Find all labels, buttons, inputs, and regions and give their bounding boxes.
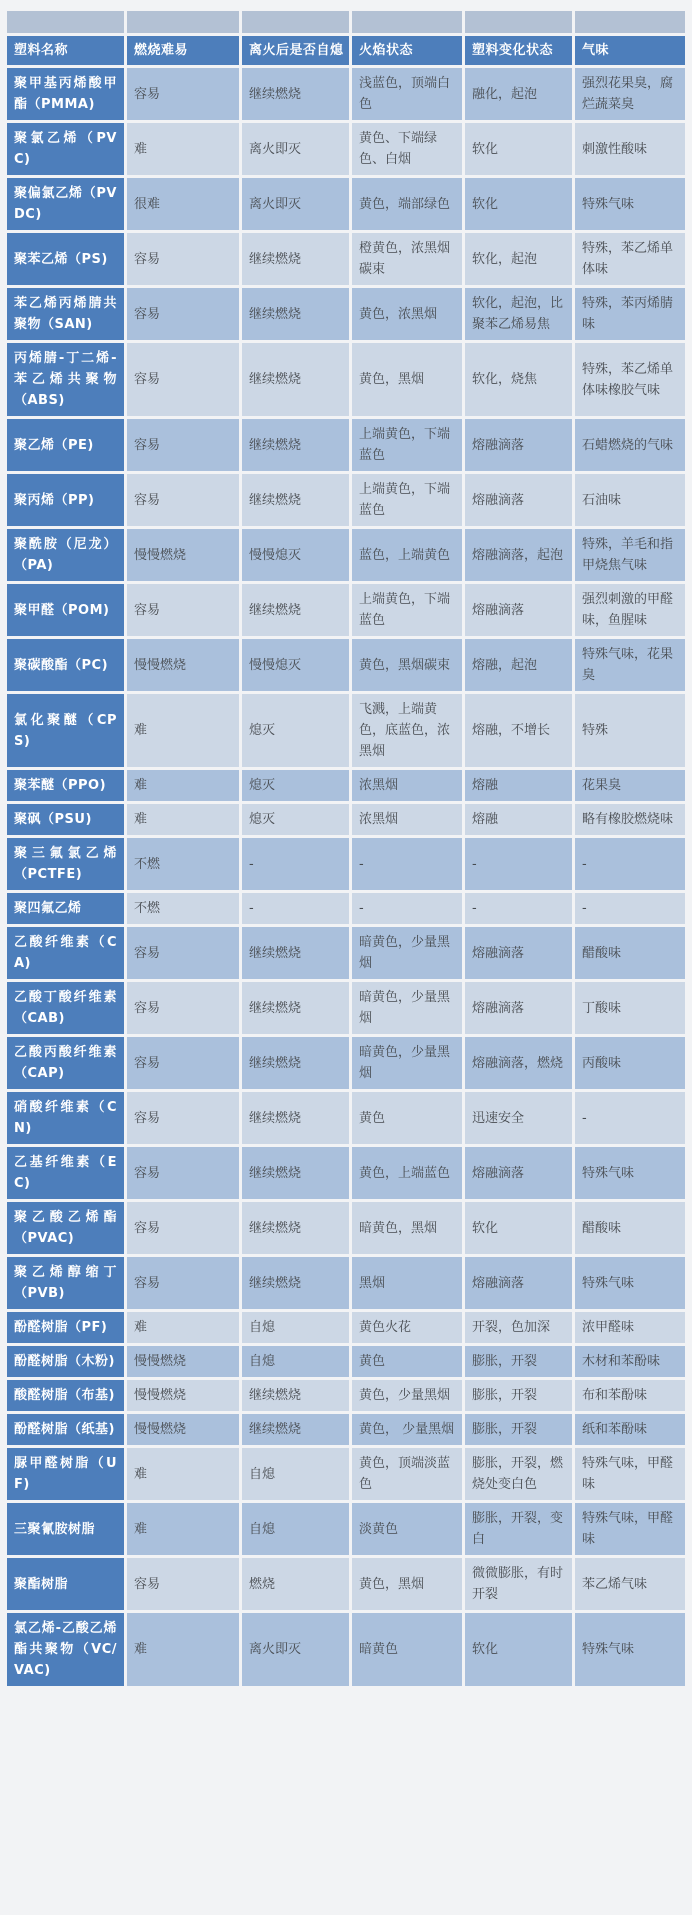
change-state-cell: 熔融滴落 — [465, 474, 572, 526]
change-state-cell: 迅速安全 — [465, 1092, 572, 1144]
table-row — [7, 893, 685, 924]
plastic-name-cell: 脲甲醛树脂（UF) — [7, 1448, 124, 1500]
self-extinguish-cell: 继续燃烧 — [242, 1147, 349, 1199]
self-extinguish-cell: 熄灭 — [242, 804, 349, 835]
odor-cell: 特殊气味，甲醛味 — [575, 1503, 685, 1555]
spacer-cell — [352, 11, 462, 33]
column-header-odor: 气味 — [575, 36, 685, 65]
spacer-cell — [242, 11, 349, 33]
burn-ease-cell: 难 — [127, 1312, 239, 1343]
flame-state-cell: 黄色 — [352, 1346, 462, 1377]
change-state-cell: 熔融滴落 — [465, 1257, 572, 1309]
plastic-name-cell: 氯化聚醚（CPS) — [7, 694, 124, 767]
self-extinguish-cell: 自熄 — [242, 1346, 349, 1377]
flame-state-cell: 浓黑烟 — [352, 804, 462, 835]
odor-cell: 强烈刺激的甲醛味，鱼腥味 — [575, 584, 685, 636]
self-extinguish-cell: 熄灭 — [242, 770, 349, 801]
spacer-cell — [465, 11, 572, 33]
change-state-cell: 软化，起泡 — [465, 233, 572, 285]
odor-cell: - — [575, 838, 685, 890]
change-state-cell: 膨胀，开裂 — [465, 1346, 572, 1377]
plastic-name-cell: 聚氯乙烯（PVC) — [7, 123, 124, 175]
burn-ease-cell: 慢慢燃烧 — [127, 639, 239, 691]
burn-ease-cell: 不燃 — [127, 893, 239, 924]
flame-state-cell: 黄色，黑烟碳束 — [352, 639, 462, 691]
burn-ease-cell: 难 — [127, 123, 239, 175]
flame-state-cell: 浓黑烟 — [352, 770, 462, 801]
plastic-name-cell: 乙基纤维素（EC) — [7, 1147, 124, 1199]
burn-ease-cell: 容易 — [127, 233, 239, 285]
plastic-name-cell: 酸醛树脂（布基) — [7, 1380, 124, 1411]
burn-ease-cell: 容易 — [127, 1202, 239, 1254]
plastic-name-cell: 乙酸纤维素（CA) — [7, 927, 124, 979]
plastic-name-cell: 聚酰胺（尼龙）（PA) — [7, 529, 124, 581]
self-extinguish-cell: 继续燃烧 — [242, 1092, 349, 1144]
self-extinguish-cell: 继续燃烧 — [242, 584, 349, 636]
spacer-cell — [127, 11, 239, 33]
odor-cell: 特殊气味 — [575, 1147, 685, 1199]
table-row — [7, 419, 685, 471]
odor-cell: 石油味 — [575, 474, 685, 526]
change-state-cell: 融化，起泡 — [465, 68, 572, 120]
odor-cell: 木材和苯酚味 — [575, 1346, 685, 1377]
flame-state-cell: 蓝色，上端黄色 — [352, 529, 462, 581]
odor-cell: 纸和苯酚味 — [575, 1414, 685, 1445]
odor-cell: 醋酸味 — [575, 1202, 685, 1254]
table-row — [7, 1037, 685, 1089]
odor-cell: 特殊 — [575, 694, 685, 767]
odor-cell: 特殊，苯乙烯单体味 — [575, 233, 685, 285]
self-extinguish-cell: 继续燃烧 — [242, 68, 349, 120]
odor-cell: - — [575, 1092, 685, 1144]
plastic-name-cell: 聚碳酸酯（PC) — [7, 639, 124, 691]
odor-cell: 特殊，苯丙烯腈味 — [575, 288, 685, 340]
change-state-cell: 熔融滴落 — [465, 982, 572, 1034]
change-state-cell: 熔融滴落，燃烧 — [465, 1037, 572, 1089]
odor-cell: 醋酸味 — [575, 927, 685, 979]
table-row — [7, 1346, 685, 1377]
self-extinguish-cell: 燃烧 — [242, 1558, 349, 1610]
table-row — [7, 233, 685, 285]
flame-state-cell: 黄色 — [352, 1092, 462, 1144]
change-state-cell: 微微膨胀，有时开裂 — [465, 1558, 572, 1610]
self-extinguish-cell: 继续燃烧 — [242, 1380, 349, 1411]
table-row — [7, 1558, 685, 1610]
flame-state-cell: 淡黄色 — [352, 1503, 462, 1555]
self-extinguish-cell: - — [242, 838, 349, 890]
table-row — [7, 838, 685, 890]
change-state-cell: 软化 — [465, 178, 572, 230]
plastic-name-cell: 硝酸纤维素（CN) — [7, 1092, 124, 1144]
self-extinguish-cell: 继续燃烧 — [242, 288, 349, 340]
burn-ease-cell: 难 — [127, 804, 239, 835]
column-header-flame-state: 火焰状态 — [352, 36, 462, 65]
self-extinguish-cell: 自熄 — [242, 1503, 349, 1555]
self-extinguish-cell: 继续燃烧 — [242, 474, 349, 526]
plastic-name-cell: 三聚氰胺树脂 — [7, 1503, 124, 1555]
change-state-cell: 熔融，起泡 — [465, 639, 572, 691]
flame-state-cell: 橙黄色，浓黑烟碳束 — [352, 233, 462, 285]
table-row — [7, 1092, 685, 1144]
odor-cell: 石蜡燃烧的气味 — [575, 419, 685, 471]
flame-state-cell: 飞溅，上端黄色，底蓝色，浓黑烟 — [352, 694, 462, 767]
plastic-name-cell: 酚醛树脂（纸基) — [7, 1414, 124, 1445]
self-extinguish-cell: 离火即灭 — [242, 1613, 349, 1686]
flame-state-cell: 黄色，浓黑烟 — [352, 288, 462, 340]
table-row — [7, 1257, 685, 1309]
burn-ease-cell: 容易 — [127, 1558, 239, 1610]
burn-ease-cell: 容易 — [127, 1037, 239, 1089]
plastic-name-cell: 酚醛树脂（木粉) — [7, 1346, 124, 1377]
burn-ease-cell: 难 — [127, 694, 239, 767]
flame-state-cell: 黄色， 少量黑烟 — [352, 1414, 462, 1445]
self-extinguish-cell: 继续燃烧 — [242, 233, 349, 285]
burn-ease-cell: 不燃 — [127, 838, 239, 890]
change-state-cell: 膨胀，开裂，变白 — [465, 1503, 572, 1555]
odor-cell: 花果臭 — [575, 770, 685, 801]
plastic-name-cell: 聚苯乙烯（PS) — [7, 233, 124, 285]
self-extinguish-cell: 离火即灭 — [242, 178, 349, 230]
burn-ease-cell: 容易 — [127, 68, 239, 120]
table-row — [7, 474, 685, 526]
plastic-name-cell: 聚甲基丙烯酸甲酯（PMMA) — [7, 68, 124, 120]
plastic-name-cell: 酚醛树脂（PF) — [7, 1312, 124, 1343]
change-state-cell: 开裂，色加深 — [465, 1312, 572, 1343]
flame-state-cell: 黄色火花 — [352, 1312, 462, 1343]
change-state-cell: 熔融滴落 — [465, 584, 572, 636]
flame-state-cell: - — [352, 838, 462, 890]
odor-cell: 丁酸味 — [575, 982, 685, 1034]
burn-ease-cell: 容易 — [127, 927, 239, 979]
self-extinguish-cell: 继续燃烧 — [242, 1414, 349, 1445]
plastic-name-cell: 聚砜（PSU) — [7, 804, 124, 835]
self-extinguish-cell: 自熄 — [242, 1448, 349, 1500]
burn-ease-cell: 难 — [127, 1503, 239, 1555]
table-row — [7, 123, 685, 175]
flame-state-cell: 黄色、下端绿色、白烟 — [352, 123, 462, 175]
change-state-cell: 软化 — [465, 123, 572, 175]
odor-cell: 丙酸味 — [575, 1037, 685, 1089]
table-row — [7, 1448, 685, 1500]
self-extinguish-cell: 继续燃烧 — [242, 982, 349, 1034]
table-row — [7, 1312, 685, 1343]
table-row — [7, 1147, 685, 1199]
plastic-name-cell: 聚乙酸乙烯酯（PVAC) — [7, 1202, 124, 1254]
odor-cell: 特殊气味 — [575, 1257, 685, 1309]
burn-ease-cell: 容易 — [127, 1147, 239, 1199]
plastic-name-cell: 乙酸丙酸纤维素（CAP) — [7, 1037, 124, 1089]
burn-ease-cell: 容易 — [127, 982, 239, 1034]
table-row — [7, 982, 685, 1034]
table-row — [7, 343, 685, 416]
change-state-cell: 熔融滴落 — [465, 1147, 572, 1199]
flame-state-cell: 暗黄色，少量黑烟 — [352, 927, 462, 979]
column-header-change-state: 塑料变化状态 — [465, 36, 572, 65]
flame-state-cell: 暗黄色 — [352, 1613, 462, 1686]
plastic-name-cell: 聚苯醚（PPO) — [7, 770, 124, 801]
change-state-cell: 熔融滴落 — [465, 419, 572, 471]
burn-ease-cell: 容易 — [127, 584, 239, 636]
table-row — [7, 770, 685, 801]
flame-state-cell: 黄色，上端蓝色 — [352, 1147, 462, 1199]
odor-cell: 特殊，苯乙烯单体味橡胶气味 — [575, 343, 685, 416]
flame-state-cell: - — [352, 893, 462, 924]
table-row — [7, 639, 685, 691]
self-extinguish-cell: 继续燃烧 — [242, 1202, 349, 1254]
self-extinguish-cell: 继续燃烧 — [242, 343, 349, 416]
table-row — [7, 927, 685, 979]
flame-state-cell: 黑烟 — [352, 1257, 462, 1309]
plastic-name-cell: 聚四氟乙烯 — [7, 893, 124, 924]
spacer-cell — [575, 11, 685, 33]
plastic-name-cell: 聚乙烯醇缩丁（PVB) — [7, 1257, 124, 1309]
change-state-cell: 软化，起泡，比聚苯乙烯易焦 — [465, 288, 572, 340]
burn-ease-cell: 容易 — [127, 288, 239, 340]
self-extinguish-cell: 慢慢熄灭 — [242, 639, 349, 691]
odor-cell: 布和苯酚味 — [575, 1380, 685, 1411]
column-header-self-extinguish: 离火后是否自熄 — [242, 36, 349, 65]
change-state-cell: 熔融滴落，起泡 — [465, 529, 572, 581]
burn-ease-cell: 容易 — [127, 1092, 239, 1144]
self-extinguish-cell: 继续燃烧 — [242, 927, 349, 979]
plastic-name-cell: 乙酸丁酸纤维素（CAB) — [7, 982, 124, 1034]
table-row — [7, 1613, 685, 1686]
plastic-name-cell: 聚三氟氯乙烯（PCTFE) — [7, 838, 124, 890]
flame-state-cell: 黄色，顶端淡蓝色 — [352, 1448, 462, 1500]
table-row — [7, 178, 685, 230]
odor-cell: 特殊气味 — [575, 178, 685, 230]
odor-cell: 强烈花果臭，腐烂蔬菜臭 — [575, 68, 685, 120]
flame-state-cell: 暗黄色，少量黑烟 — [352, 1037, 462, 1089]
odor-cell: 苯乙烯气味 — [575, 1558, 685, 1610]
column-header-burn-ease: 燃烧难易 — [127, 36, 239, 65]
odor-cell: 特殊气味 — [575, 1613, 685, 1686]
table-row — [7, 1503, 685, 1555]
self-extinguish-cell: 熄灭 — [242, 694, 349, 767]
self-extinguish-cell: 自熄 — [242, 1312, 349, 1343]
table-row — [7, 804, 685, 835]
odor-cell: 特殊气味，花果臭 — [575, 639, 685, 691]
burn-ease-cell: 慢慢燃烧 — [127, 1346, 239, 1377]
change-state-cell: 熔融，不增长 — [465, 694, 572, 767]
burn-ease-cell: 容易 — [127, 419, 239, 471]
plastic-name-cell: 聚乙烯（PE) — [7, 419, 124, 471]
spacer-row — [7, 11, 685, 33]
change-state-cell: - — [465, 893, 572, 924]
burn-ease-cell: 慢慢燃烧 — [127, 1414, 239, 1445]
flame-state-cell: 黄色，黑烟 — [352, 343, 462, 416]
self-extinguish-cell: 继续燃烧 — [242, 419, 349, 471]
column-header-plastic-name: 塑料名称 — [7, 36, 124, 65]
odor-cell: 浓甲醛味 — [575, 1312, 685, 1343]
plastic-name-cell: 苯乙烯丙烯腈共聚物（SAN) — [7, 288, 124, 340]
odor-cell: 特殊气味，甲醛味 — [575, 1448, 685, 1500]
table-row — [7, 584, 685, 636]
table-row — [7, 68, 685, 120]
burn-ease-cell: 容易 — [127, 474, 239, 526]
change-state-cell: 膨胀，开裂 — [465, 1380, 572, 1411]
plastic-name-cell: 丙烯腈-丁二烯-苯乙烯共聚物（ABS) — [7, 343, 124, 416]
self-extinguish-cell: 继续燃烧 — [242, 1257, 349, 1309]
burn-ease-cell: 难 — [127, 770, 239, 801]
table-row — [7, 694, 685, 767]
flame-state-cell: 黄色，少量黑烟 — [352, 1380, 462, 1411]
table-row — [7, 529, 685, 581]
odor-cell: 刺激性酸味 — [575, 123, 685, 175]
self-extinguish-cell: 继续燃烧 — [242, 1037, 349, 1089]
plastic-name-cell: 聚甲醛（POM) — [7, 584, 124, 636]
flame-state-cell: 上端黄色，下端蓝色 — [352, 419, 462, 471]
plastic-name-cell: 氯乙烯-乙酸乙烯酯共聚物（VC/VAC) — [7, 1613, 124, 1686]
burn-ease-cell: 慢慢燃烧 — [127, 1380, 239, 1411]
flame-state-cell: 浅蓝色，顶端白色 — [352, 68, 462, 120]
flame-state-cell: 上端黄色，下端蓝色 — [352, 474, 462, 526]
change-state-cell: - — [465, 838, 572, 890]
change-state-cell: 熔融 — [465, 770, 572, 801]
change-state-cell: 熔融 — [465, 804, 572, 835]
odor-cell: - — [575, 893, 685, 924]
odor-cell: 略有橡胶燃烧味 — [575, 804, 685, 835]
table-row — [7, 288, 685, 340]
table-row — [7, 1380, 685, 1411]
flame-state-cell: 上端黄色，下端蓝色 — [352, 584, 462, 636]
flame-state-cell: 暗黄色，少量黑烟 — [352, 982, 462, 1034]
odor-cell: 特殊，羊毛和指甲烧焦气味 — [575, 529, 685, 581]
header-row — [7, 36, 685, 65]
change-state-cell: 软化，烧焦 — [465, 343, 572, 416]
plastics-burning-identification-table — [4, 8, 688, 1689]
plastic-name-cell: 聚偏氯乙烯（PVDC) — [7, 178, 124, 230]
spacer-cell — [7, 11, 124, 33]
change-state-cell: 膨胀，开裂 — [465, 1414, 572, 1445]
change-state-cell: 熔融滴落 — [465, 927, 572, 979]
burn-ease-cell: 难 — [127, 1613, 239, 1686]
flame-state-cell: 黄色，端部绿色 — [352, 178, 462, 230]
burn-ease-cell: 难 — [127, 1448, 239, 1500]
self-extinguish-cell: 离火即灭 — [242, 123, 349, 175]
plastic-name-cell: 聚酯树脂 — [7, 1558, 124, 1610]
change-state-cell: 膨胀，开裂，燃烧处变白色 — [465, 1448, 572, 1500]
change-state-cell: 软化 — [465, 1613, 572, 1686]
burn-ease-cell: 容易 — [127, 343, 239, 416]
flame-state-cell: 暗黄色，黑烟 — [352, 1202, 462, 1254]
self-extinguish-cell: - — [242, 893, 349, 924]
table-row — [7, 1414, 685, 1445]
burn-ease-cell: 慢慢燃烧 — [127, 529, 239, 581]
table-row — [7, 1202, 685, 1254]
burn-ease-cell: 容易 — [127, 1257, 239, 1309]
flame-state-cell: 黄色，黑烟 — [352, 1558, 462, 1610]
change-state-cell: 软化 — [465, 1202, 572, 1254]
self-extinguish-cell: 慢慢熄灭 — [242, 529, 349, 581]
burn-ease-cell: 很难 — [127, 178, 239, 230]
plastic-name-cell: 聚丙烯（PP) — [7, 474, 124, 526]
